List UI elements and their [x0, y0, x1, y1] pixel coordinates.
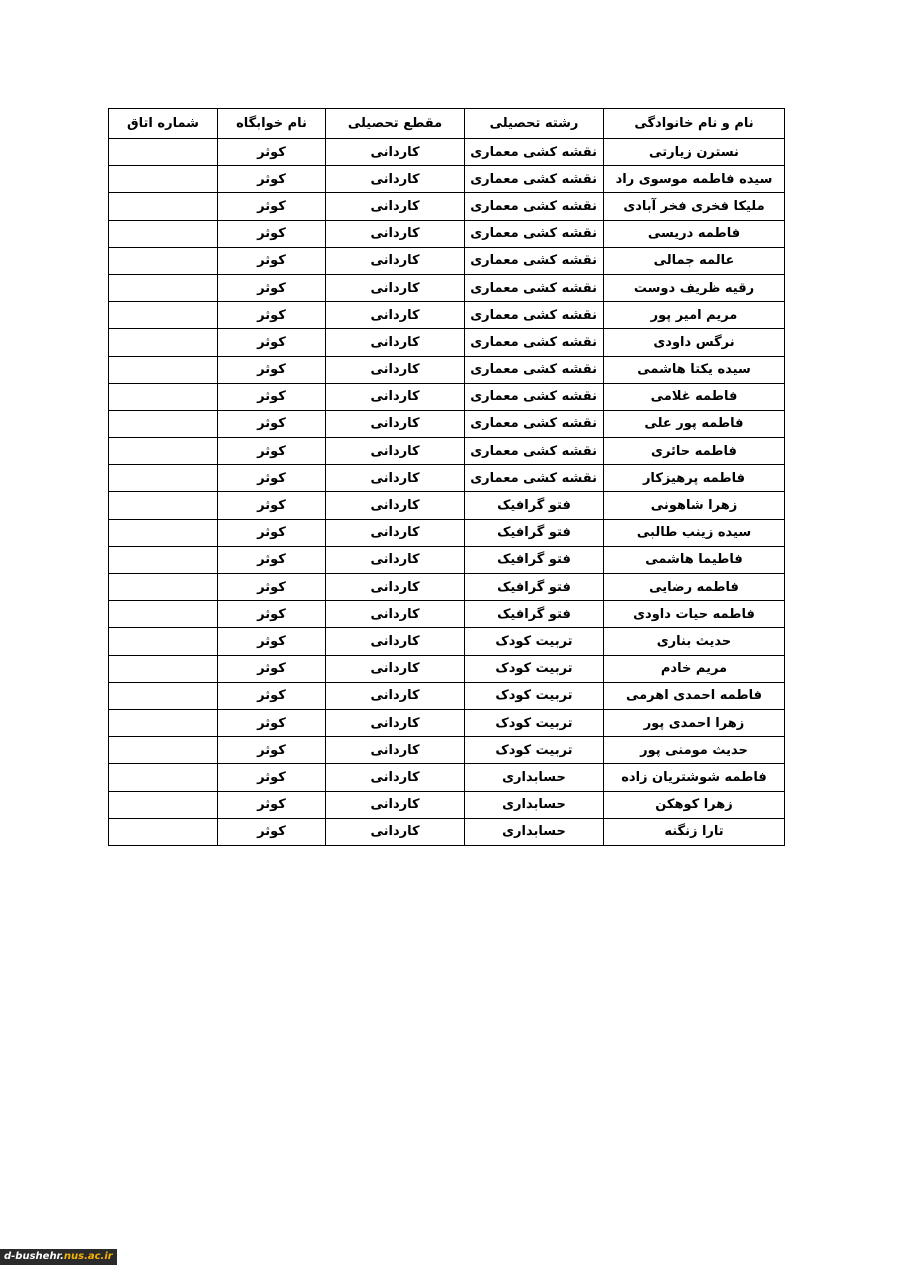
- cell-field: نقشه کشی معماری: [465, 302, 604, 329]
- cell-room: [109, 519, 218, 546]
- cell-field: فتو گرافیک: [465, 574, 604, 601]
- cell-level: کاردانی: [326, 709, 465, 736]
- table-row: [109, 682, 785, 709]
- cell-name: زهرا شاهونی: [604, 492, 785, 519]
- cell-dorm: کوثر: [218, 139, 326, 166]
- cell-field: نقشه کشی معماری: [465, 166, 604, 193]
- cell-field: نقشه کشی معماری: [465, 220, 604, 247]
- cell-level: کاردانی: [326, 438, 465, 465]
- cell-dorm: کوثر: [218, 682, 326, 709]
- cell-field: تربیت کودک: [465, 655, 604, 682]
- cell-level: کاردانی: [326, 791, 465, 818]
- cell-level: کاردانی: [326, 465, 465, 492]
- table-row: [109, 519, 785, 546]
- table-row: [109, 628, 785, 655]
- dormitory-assignment-table: [108, 108, 785, 846]
- cell-level: کاردانی: [326, 655, 465, 682]
- cell-field: حسابداری: [465, 764, 604, 791]
- cell-dorm: کوثر: [218, 247, 326, 274]
- table-row: [109, 302, 785, 329]
- cell-dorm: کوثر: [218, 410, 326, 437]
- table-row: [109, 546, 785, 573]
- cell-room: [109, 709, 218, 736]
- table-row: [109, 764, 785, 791]
- table-row: [109, 410, 785, 437]
- cell-level: کاردانی: [326, 546, 465, 573]
- cell-field: نقشه کشی معماری: [465, 329, 604, 356]
- table-row: [109, 655, 785, 682]
- cell-room: [109, 383, 218, 410]
- cell-field: نقشه کشی معماری: [465, 193, 604, 220]
- cell-level: کاردانی: [326, 492, 465, 519]
- cell-dorm: کوثر: [218, 574, 326, 601]
- cell-name: فاطمه پور علی: [604, 410, 785, 437]
- cell-name: فاطیما هاشمی: [604, 546, 785, 573]
- cell-name: مریم امیر پور: [604, 302, 785, 329]
- cell-dorm: کوثر: [218, 465, 326, 492]
- cell-dorm: کوثر: [218, 791, 326, 818]
- cell-dorm: کوثر: [218, 356, 326, 383]
- cell-room: [109, 682, 218, 709]
- cell-field: تربیت کودک: [465, 737, 604, 764]
- cell-name: مریم خادم: [604, 655, 785, 682]
- cell-room: [109, 247, 218, 274]
- cell-field: حسابداری: [465, 791, 604, 818]
- cell-name: نرگس داودی: [604, 329, 785, 356]
- cell-level: کاردانی: [326, 166, 465, 193]
- header-room: شماره اتاق: [109, 109, 218, 139]
- cell-room: [109, 601, 218, 628]
- cell-dorm: کوثر: [218, 737, 326, 764]
- cell-room: [109, 818, 218, 845]
- cell-field: تربیت کودک: [465, 628, 604, 655]
- cell-room: [109, 220, 218, 247]
- cell-level: کاردانی: [326, 764, 465, 791]
- cell-room: [109, 574, 218, 601]
- table-row: [109, 438, 785, 465]
- table-row: [109, 818, 785, 845]
- cell-room: [109, 410, 218, 437]
- cell-level: کاردانی: [326, 737, 465, 764]
- cell-dorm: کوثر: [218, 628, 326, 655]
- cell-room: [109, 492, 218, 519]
- table-row: [109, 791, 785, 818]
- cell-dorm: کوثر: [218, 655, 326, 682]
- watermark-accent: nus.ac.ir: [63, 1251, 113, 1262]
- cell-name: سیده یکتا هاشمی: [604, 356, 785, 383]
- cell-level: کاردانی: [326, 220, 465, 247]
- cell-field: حسابداری: [465, 818, 604, 845]
- cell-field: نقشه کشی معماری: [465, 247, 604, 274]
- cell-level: کاردانی: [326, 628, 465, 655]
- cell-field: فتو گرافیک: [465, 492, 604, 519]
- cell-room: [109, 465, 218, 492]
- cell-dorm: کوثر: [218, 818, 326, 845]
- cell-dorm: کوثر: [218, 709, 326, 736]
- header-level: مقطع تحصیلی: [326, 109, 465, 139]
- cell-field: تربیت کودک: [465, 709, 604, 736]
- cell-level: کاردانی: [326, 329, 465, 356]
- cell-dorm: کوثر: [218, 193, 326, 220]
- cell-dorm: کوثر: [218, 166, 326, 193]
- cell-name: حدیث بناری: [604, 628, 785, 655]
- table-row: [109, 465, 785, 492]
- table-row: [109, 356, 785, 383]
- table-body: [109, 139, 785, 846]
- cell-dorm: کوثر: [218, 329, 326, 356]
- cell-room: [109, 764, 218, 791]
- cell-name: عالمه جمالی: [604, 247, 785, 274]
- cell-field: تربیت کودک: [465, 682, 604, 709]
- cell-room: [109, 302, 218, 329]
- cell-level: کاردانی: [326, 574, 465, 601]
- cell-field: نقشه کشی معماری: [465, 465, 604, 492]
- cell-name: رقیه ظریف دوست: [604, 274, 785, 301]
- cell-dorm: کوثر: [218, 438, 326, 465]
- cell-dorm: کوثر: [218, 220, 326, 247]
- cell-dorm: کوثر: [218, 492, 326, 519]
- cell-level: کاردانی: [326, 247, 465, 274]
- cell-room: [109, 139, 218, 166]
- header-name: نام و نام خانوادگی: [604, 109, 785, 139]
- cell-name: فاطمه پرهیزکار: [604, 465, 785, 492]
- cell-level: کاردانی: [326, 682, 465, 709]
- cell-dorm: کوثر: [218, 519, 326, 546]
- cell-dorm: کوثر: [218, 383, 326, 410]
- cell-field: نقشه کشی معماری: [465, 356, 604, 383]
- cell-name: فاطمه دریسی: [604, 220, 785, 247]
- cell-level: کاردانی: [326, 383, 465, 410]
- cell-room: [109, 546, 218, 573]
- cell-room: [109, 356, 218, 383]
- cell-field: نقشه کشی معماری: [465, 274, 604, 301]
- cell-name: ملیکا فخری فخر آبادی: [604, 193, 785, 220]
- cell-field: نقشه کشی معماری: [465, 139, 604, 166]
- cell-dorm: کوثر: [218, 764, 326, 791]
- cell-level: کاردانی: [326, 274, 465, 301]
- cell-dorm: کوثر: [218, 601, 326, 628]
- cell-name: حدیث مومنی پور: [604, 737, 785, 764]
- table-header-row: [109, 109, 785, 139]
- table-row: [109, 139, 785, 166]
- table-row: [109, 247, 785, 274]
- table-row: [109, 166, 785, 193]
- cell-field: نقشه کشی معماری: [465, 438, 604, 465]
- cell-dorm: کوثر: [218, 302, 326, 329]
- cell-room: [109, 274, 218, 301]
- table-row: [109, 383, 785, 410]
- cell-room: [109, 166, 218, 193]
- cell-room: [109, 791, 218, 818]
- cell-name: سیده زینب طالبی: [604, 519, 785, 546]
- cell-room: [109, 737, 218, 764]
- cell-field: فتو گرافیک: [465, 601, 604, 628]
- cell-name: فاطمه غلامی: [604, 383, 785, 410]
- header-field: رشته تحصیلی: [465, 109, 604, 139]
- watermark-prefix: d-bushehr.: [4, 1251, 64, 1262]
- table-row: [109, 737, 785, 764]
- cell-level: کاردانی: [326, 139, 465, 166]
- cell-field: نقشه کشی معماری: [465, 410, 604, 437]
- cell-name: فاطمه حائری: [604, 438, 785, 465]
- cell-field: فتو گرافیک: [465, 519, 604, 546]
- cell-name: فاطمه رضایی: [604, 574, 785, 601]
- table-row: [109, 574, 785, 601]
- cell-level: کاردانی: [326, 356, 465, 383]
- cell-dorm: کوثر: [218, 546, 326, 573]
- table-row: [109, 220, 785, 247]
- cell-name: تارا زنگنه: [604, 818, 785, 845]
- cell-field: فتو گرافیک: [465, 546, 604, 573]
- cell-name: فاطمه حیات داودی: [604, 601, 785, 628]
- header-dorm: نام خوابگاه: [218, 109, 326, 139]
- cell-field: نقشه کشی معماری: [465, 383, 604, 410]
- cell-room: [109, 329, 218, 356]
- table-row: [109, 492, 785, 519]
- cell-level: کاردانی: [326, 410, 465, 437]
- cell-room: [109, 628, 218, 655]
- cell-dorm: کوثر: [218, 274, 326, 301]
- table-row: [109, 709, 785, 736]
- cell-level: کاردانی: [326, 302, 465, 329]
- table-row: [109, 274, 785, 301]
- table-row: [109, 329, 785, 356]
- cell-level: کاردانی: [326, 519, 465, 546]
- cell-name: فاطمه شوشتریان زاده: [604, 764, 785, 791]
- table-row: [109, 193, 785, 220]
- table-row: [109, 601, 785, 628]
- cell-name: زهرا احمدی پور: [604, 709, 785, 736]
- cell-level: کاردانی: [326, 601, 465, 628]
- cell-room: [109, 655, 218, 682]
- cell-name: زهرا کوهکن: [604, 791, 785, 818]
- cell-room: [109, 193, 218, 220]
- cell-name: فاطمه احمدی اهرمی: [604, 682, 785, 709]
- cell-level: کاردانی: [326, 818, 465, 845]
- cell-room: [109, 438, 218, 465]
- site-watermark: [0, 1249, 117, 1265]
- cell-name: نسترن زیارتی: [604, 139, 785, 166]
- cell-level: کاردانی: [326, 193, 465, 220]
- cell-name: سیده فاطمه موسوی راد: [604, 166, 785, 193]
